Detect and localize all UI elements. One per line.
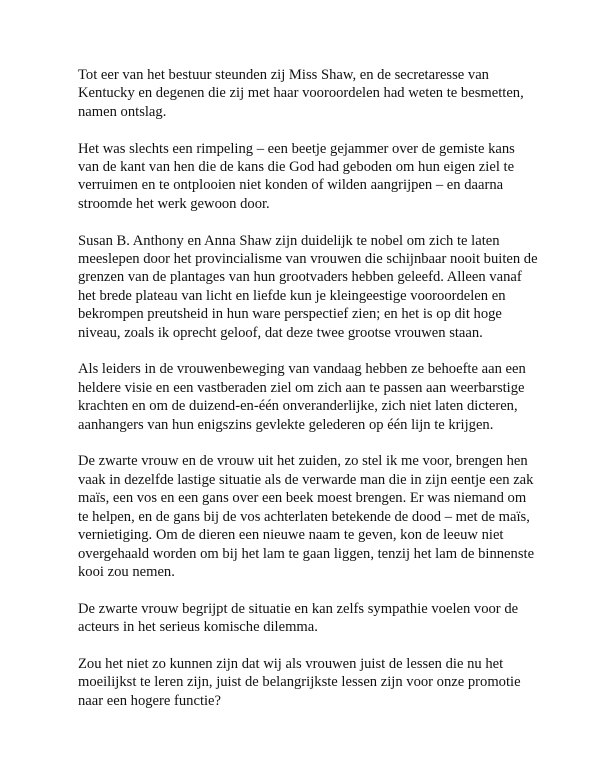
paragraph-1: Tot eer van het bestuur steunden zij Miss Shaw, en de secretaresse van Kentucky en degenen die zij met haar vooroordelen had weten te besmetten, namen ontslag.: [78, 67, 524, 120]
paragraph-7: Zou het niet zo kunnen zijn dat wij als vrouwen juist de lessen die nu het moeilijkst te leren zijn, juist de belangrijkste lessen zijn voor onze promotie naar een hogere functie?: [78, 655, 521, 709]
document-body: [78, 66, 538, 729]
paragraph-4: Als leiders in de vrouwenbeweging van vandaag hebben ze behoefte aan een heldere visie en een vastberaden ziel om zich aan te passen aan weerbarstige krachten en om de duizend-en-één onveranderlijke, zich niet laten dicteren, aanhangers van hun enigszins gevlekte gelederen op één lijn te krijgen.: [78, 361, 526, 433]
paragraph-5: De zwarte vrouw en de vrouw uit het zuiden, zo stel ik me voor, brengen hen vaak in dezelfde lastige situatie als de verwarde man die in zijn eentje een zak maïs, een vos en een gans over een beek moest brengen. Er was niemand om te helpen, en de gans bij de vos achterlaten betekende de dood – met de maïs, vernietiging. Om de dieren een nieuwe naam te geven, kon de leeuw niet overgehaald worden om bij het lam te gaan liggen, tenzij het lam de binnenste kooi zou nemen.: [78, 453, 535, 580]
paragraph-3: Susan B. Anthony en Anna Shaw zijn duidelijk te nobel om zich te laten meeslepen door het provincialisme van vrouwen die schijnbaar nooit buiten de grenzen van de plantages van hun grootvaders hebben geleefd. Alleen vanaf het brede plateau van licht en liefde kun je kleingeestige vooroordelen en bekrompen preutsheid in hun ware perspectief zien; en het is op dit hoge niveau, zoals ik oprecht geloof, dat deze twee grootse vrouwen staan.: [78, 232, 538, 341]
paragraph-2: Het was slechts een rimpeling – een beetje gejammer over de gemiste kans van de kant van hen die de kans die God had geboden om hun eigen ziel te verruimen en te ontplooien niet konden of wilden aangrijpen – en daarna stroomde het werk gewoon door.: [78, 140, 515, 212]
paragraph-6: De zwarte vrouw begrijpt de situatie en kan zelfs sympathie voelen voor de acteurs in het serieus komische dilemma.: [78, 600, 519, 636]
